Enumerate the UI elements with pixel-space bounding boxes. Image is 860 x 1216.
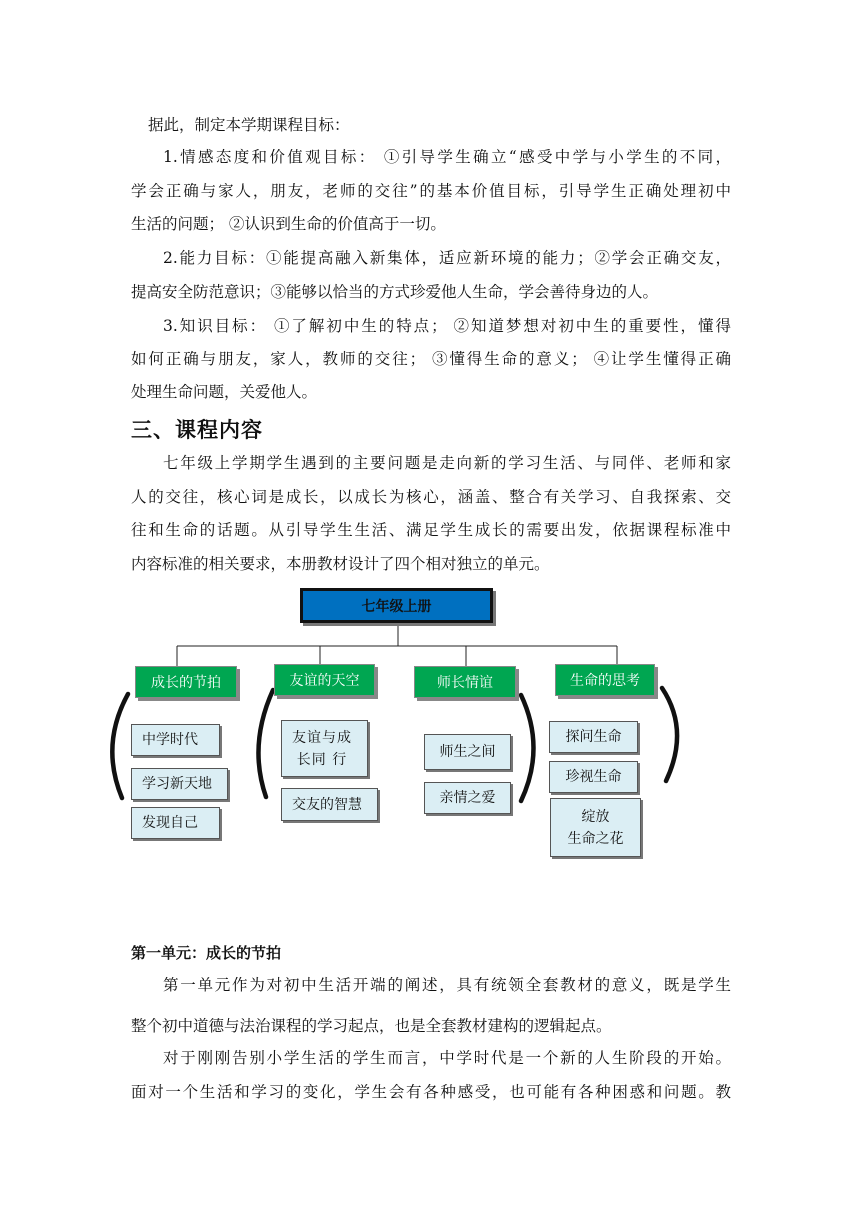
intro-line: 如何正确与朋友，家人，教师的交往； ③懂得生命的意义； ④让学生懂得正确 <box>131 350 731 368</box>
content-line: 人的交往，核心词是成长，以成长为核心，涵盖、整合有关学习、自我探索、交 <box>131 488 731 506</box>
brace-left-2 <box>258 690 273 797</box>
brace-left-1 <box>112 694 128 798</box>
lesson-node: 学习新天地 <box>131 768 228 800</box>
intro-line: 处理生命问题，关爱他人。 <box>131 383 318 401</box>
lesson-node: 中学时代 <box>131 724 220 756</box>
intro-line: 3.知识目标： ①了解初中生的特点； ②知道梦想对初中生的重要性，懂得 <box>163 317 731 335</box>
lesson-node: 师生之间 <box>424 734 511 770</box>
brace-right-3 <box>521 695 534 801</box>
unit1-line: 第一单元作为对初中生活开端的阐述，具有统领全套教材的意义，既是学生 <box>163 976 731 994</box>
content-line: 内容标准的相关要求，本册教材设计了四个相对独立的单元。 <box>131 555 550 573</box>
unit-node-1: 成长的节拍 <box>135 666 237 698</box>
lesson-node: 探问生命 <box>549 721 638 753</box>
lesson-node: 亲情之爱 <box>424 782 511 814</box>
unit-node-4: 生命的思考 <box>555 664 655 696</box>
lesson-node: 交友的智慧 <box>281 788 378 821</box>
section-title: 三、课程内容 <box>131 418 263 442</box>
unit1-line: 面对一个生活和学习的变化，学生会有各种感受，也可能有各种困惑和问题。教 <box>131 1083 731 1101</box>
diagram-root-node: 七年级上册 <box>300 588 493 623</box>
lesson-node: 发现自己 <box>131 807 220 839</box>
intro-line: 学会正确与家人，朋友，老师的交往”的基本价值目标，引导学生正确处理初中 <box>131 182 731 200</box>
intro-line: 据此，制定本学期课程目标： <box>148 116 350 134</box>
content-line: 往和生命的话题。从引导学生生活、满足学生成长的需要出发，依据课程标准中 <box>131 521 731 539</box>
unit-node-2: 友谊的天空 <box>274 664 375 696</box>
unit-node-3: 师长情谊 <box>414 666 516 698</box>
intro-line: 提高安全防范意识；③能够以恰当的方式珍爱他人生命，学会善待身边的人。 <box>131 283 659 301</box>
unit1-line: 对于刚刚告别小学生活的学生而言，中学时代是一个新的人生阶段的开始。 <box>163 1049 731 1067</box>
lesson-node: 友谊与成 长同 行 <box>281 720 368 777</box>
unit1-heading: 第一单元：成长的节拍 <box>131 944 282 962</box>
intro-line: 2.能力目标：①能提高融入新集体，适应新环境的能力；②学会正确交友， <box>163 249 731 267</box>
intro-line: 生活的问题； ②认识到生命的价值高于一切。 <box>131 215 446 233</box>
content-line: 七年级上学期学生遇到的主要问题是走向新的学习生活、与同伴、老师和家 <box>163 454 731 472</box>
intro-line: 1.情感态度和价值观目标： ①引导学生确立“感受中学与小学生的不同， <box>163 148 731 166</box>
lesson-node: 绽放 生命之花 <box>550 798 641 857</box>
unit1-line: 整个初中道德与法治课程的学习起点，也是全套教材建构的逻辑起点。 <box>131 1017 612 1035</box>
lesson-node: 珍视生命 <box>549 761 638 793</box>
brace-right-4 <box>662 688 677 781</box>
